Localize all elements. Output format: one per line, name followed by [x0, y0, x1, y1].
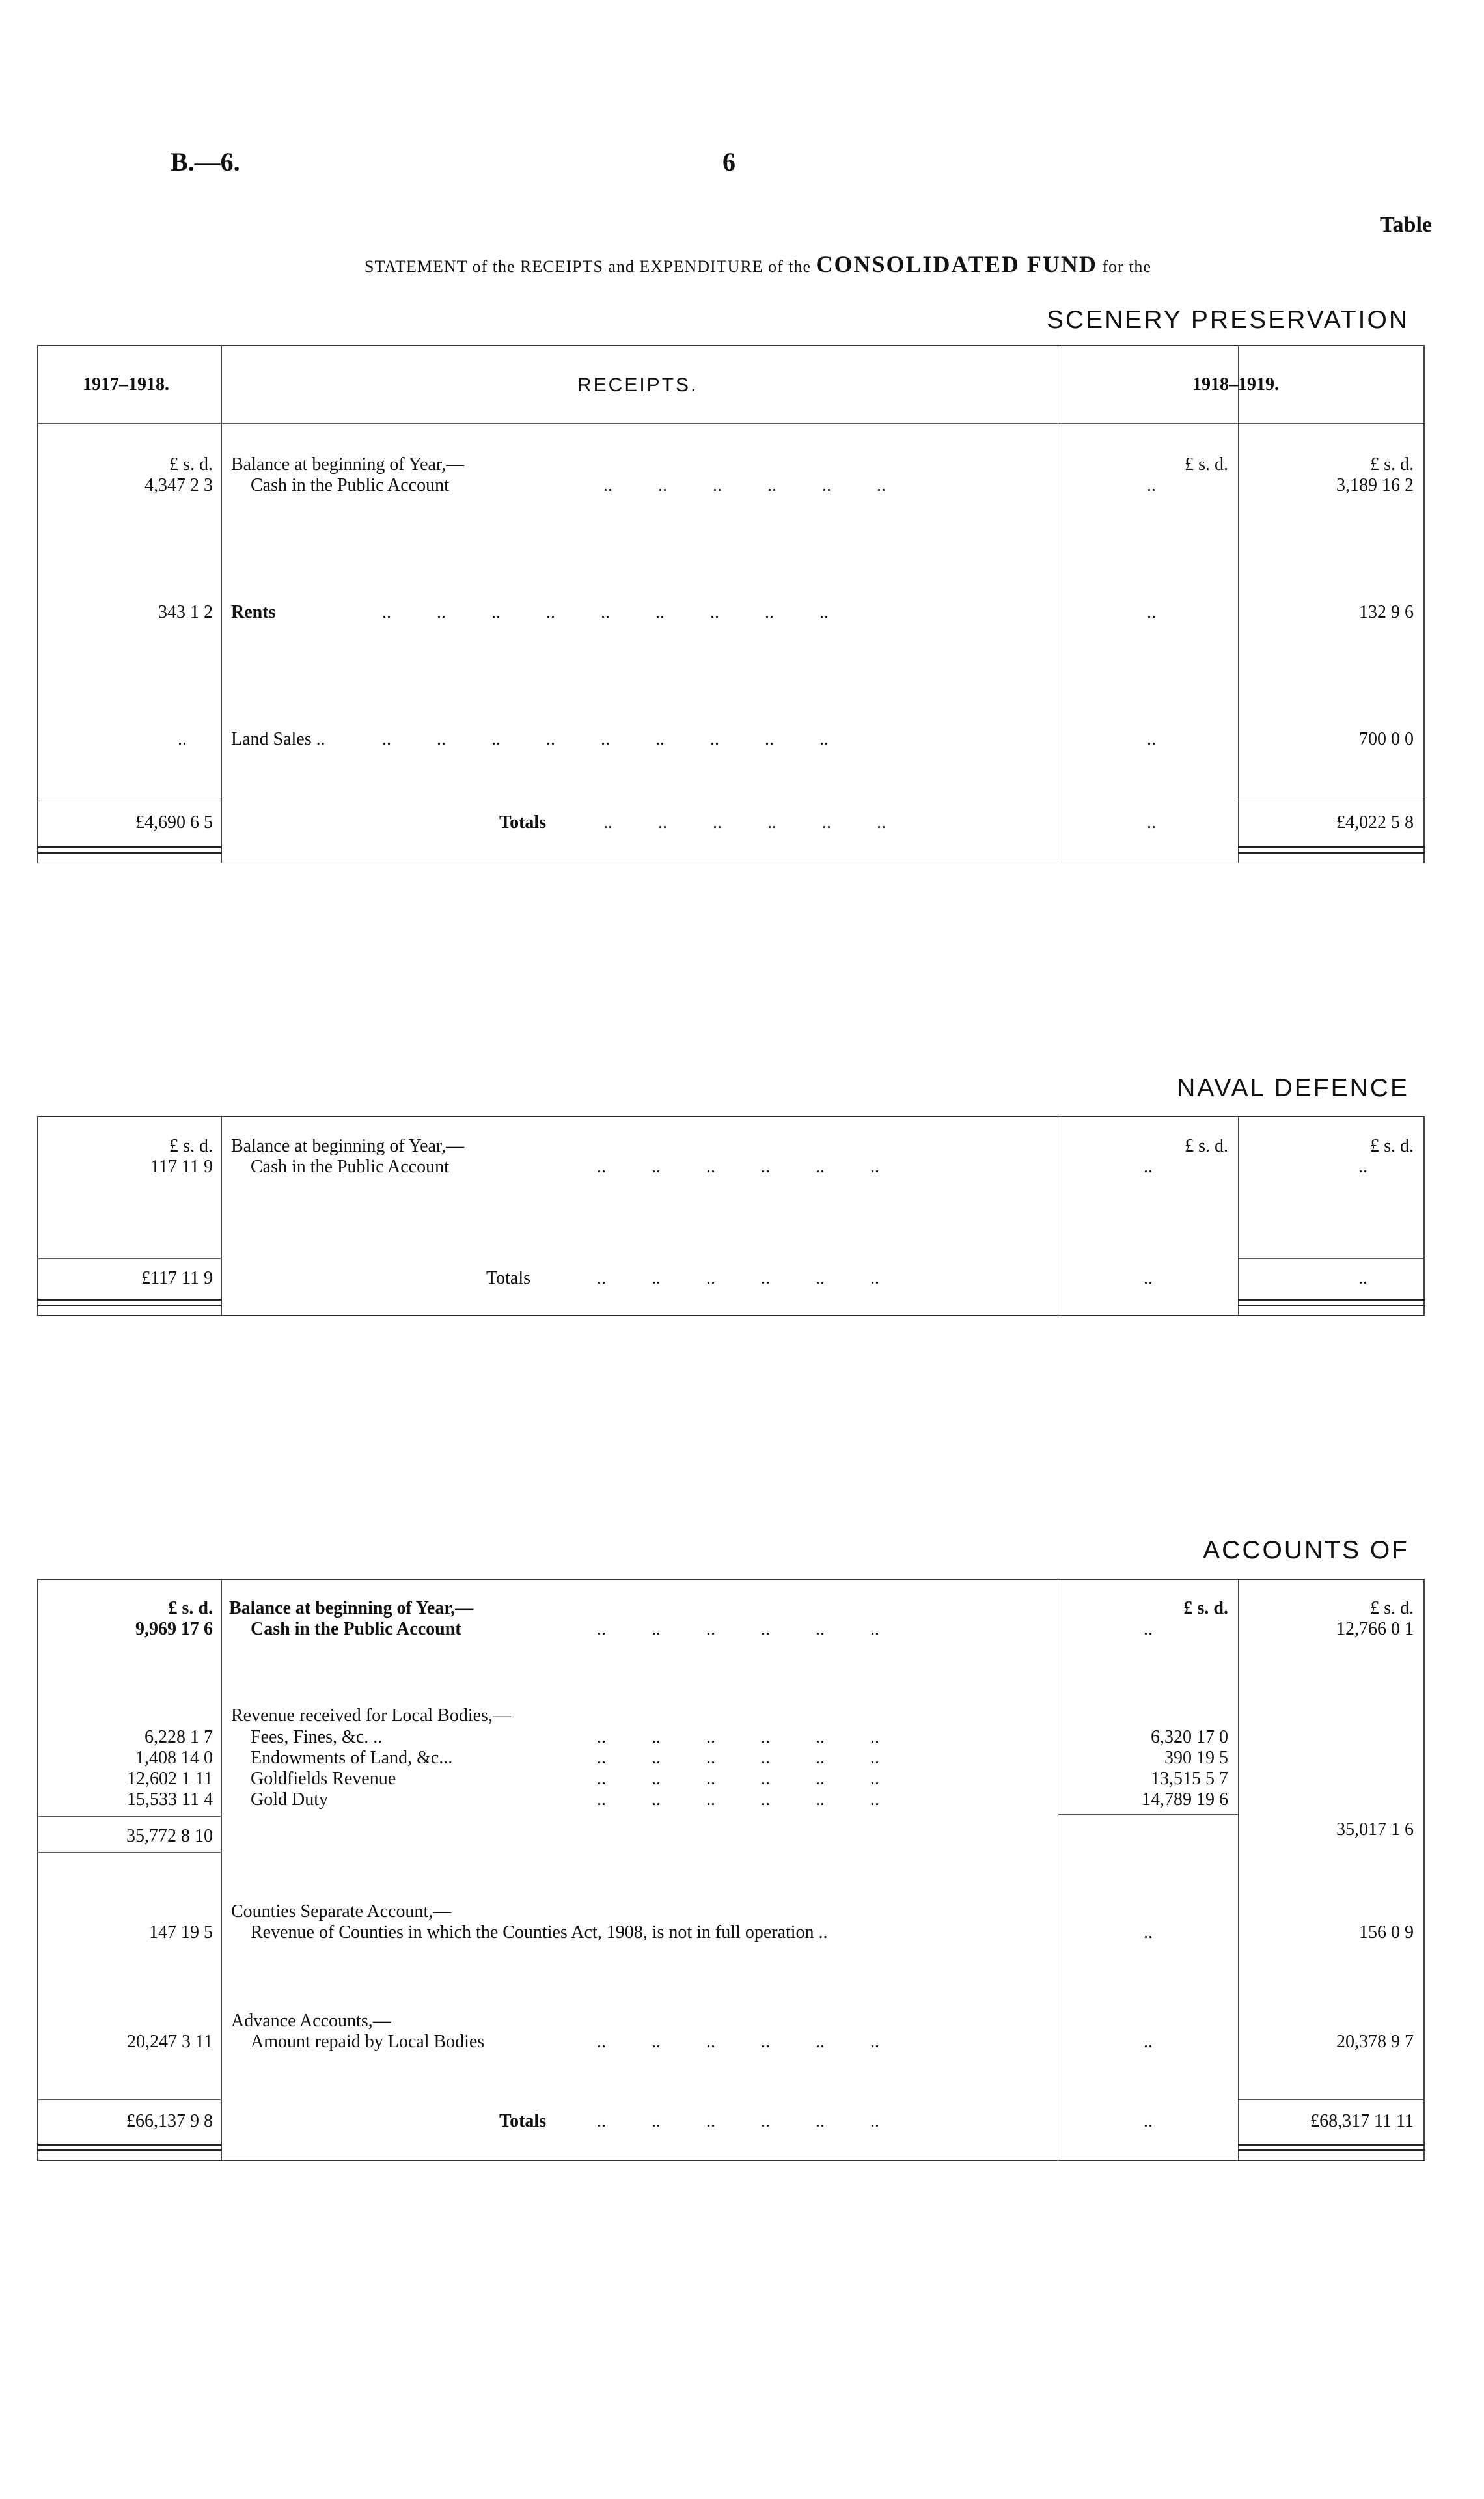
row-label: Balance at beginning of Year,— — [231, 1136, 465, 1156]
currency-header-mid: £ s. d. — [1185, 454, 1228, 475]
mid-amount: .. — [1144, 1268, 1153, 1288]
row-sublabel: Cash in the Public Account — [251, 475, 449, 495]
mid-amount: .. — [1144, 1619, 1153, 1639]
table-label: Table — [1379, 213, 1432, 237]
amount-this-year: 3,189 16 2 — [1336, 475, 1414, 495]
amount-this-year: 132 9 6 — [1359, 602, 1414, 622]
totals-label: Totals — [486, 1268, 531, 1288]
leader-dots: .. .. .. .. .. .. .. .. .. — [382, 729, 829, 749]
amount-this-year: .. — [1358, 1157, 1367, 1177]
amount-this-year: 12,766 0 1 — [1336, 1619, 1414, 1639]
currency-header-right: £ s. d. — [1370, 1598, 1414, 1618]
revenue-this-year: 14,789 19 6 — [1142, 1789, 1228, 1810]
amount-prev-year: 147 19 5 — [149, 1922, 213, 1942]
total-this-year: .. — [1358, 1268, 1367, 1288]
mid-amount: .. — [1144, 2111, 1153, 2131]
revenue-subtotal-prev-year: 35,772 8 10 — [126, 1826, 213, 1846]
leader-dots: .. .. .. .. .. .. — [597, 1268, 879, 1288]
mid-amount: .. — [1147, 602, 1156, 622]
revenue-prev-year: 6,228 1 7 — [144, 1727, 213, 1747]
revenue-prev-year: 12,602 1 11 — [127, 1769, 213, 1789]
total-prev-year: £117 11 9 — [141, 1268, 213, 1288]
amount-prev-year: 343 1 2 — [158, 602, 213, 622]
amount-prev-year: .. — [178, 729, 187, 749]
row-label: Advance Accounts,— — [231, 2011, 391, 2031]
mid-amount: .. — [1147, 729, 1156, 749]
currency-header-mid: £ s. d. — [1183, 1598, 1228, 1618]
naval-table — [37, 1116, 1425, 1318]
amount-this-year: 156 0 9 — [1359, 1922, 1414, 1942]
revenue-prev-year: 15,533 11 4 — [127, 1789, 213, 1810]
statement-suffix: for the — [1102, 257, 1151, 276]
row-label: Rents — [231, 602, 276, 622]
totals-label: Totals — [499, 812, 547, 833]
leader-dots: .. .. .. .. .. .. — [597, 1157, 879, 1177]
section-title-accounts: ACCOUNTS OF — [1203, 1536, 1409, 1564]
revenue-label: Fees, Fines, &c. .. — [251, 1727, 383, 1747]
currency-header-right: £ s. d. — [1370, 454, 1414, 475]
statement-fund: CONSOLIDATED FUND — [816, 251, 1097, 277]
totals-label: Totals — [499, 2111, 547, 2131]
amount-prev-year: 4,347 2 3 — [144, 475, 213, 495]
amount-prev-year: 117 11 9 — [150, 1157, 213, 1177]
revenue-this-year: 6,320 17 0 — [1151, 1727, 1228, 1747]
row-sublabel: Cash in the Public Account — [251, 1619, 461, 1639]
currency-header-left: £ s. d. — [168, 1598, 213, 1618]
total-prev-year: £66,137 9 8 — [126, 2111, 213, 2131]
amount-this-year: 20,378 9 7 — [1336, 2032, 1414, 2052]
revenue-label: Goldfields Revenue — [251, 1769, 396, 1789]
revenue-prev-year: 1,408 14 0 — [135, 1748, 213, 1768]
mid-amount: .. — [1147, 475, 1156, 495]
row-sublabel: Cash in the Public Account — [251, 1157, 449, 1177]
statement-heading — [364, 251, 1151, 278]
total-prev-year: £4,690 6 5 — [135, 812, 213, 833]
page-number: 6 — [722, 147, 735, 176]
amount-this-year: 700 0 0 — [1359, 729, 1414, 749]
currency-header-mid: £ s. d. — [1185, 1136, 1228, 1156]
row-label: Land Sales .. — [231, 729, 325, 749]
row-label: Balance at beginning of Year,— — [231, 454, 465, 475]
revenue-label: Gold Duty — [251, 1789, 328, 1810]
leader-dots: .. .. .. .. .. .. .. .. .. .. .. .. .. .. .. .. .. .. .. .. .. .. .. .. — [597, 1727, 879, 1810]
revenue-this-year: 390 19 5 — [1164, 1748, 1228, 1768]
accounts-table — [37, 1579, 1425, 2164]
amount-prev-year: 9,969 17 6 — [135, 1619, 213, 1639]
section-title-naval: NAVAL DEFENCE — [1177, 1074, 1409, 1102]
row-sublabel: Amount repaid by Local Bodies — [251, 2032, 485, 2052]
mid-amount: .. — [1144, 1157, 1153, 1177]
row-sublabel: Revenue of Counties in which the Counties Act, 1908, is not in full operation .. — [251, 1922, 828, 1942]
revenue-subtotal-this-year: 35,017 1 6 — [1336, 1819, 1414, 1840]
total-this-year: £68,317 11 11 — [1310, 2111, 1414, 2131]
page-reference: B.—6. — [171, 147, 240, 176]
leader-dots: .. .. .. .. .. .. — [597, 2111, 879, 2131]
currency-header-right: £ s. d. — [1370, 1136, 1414, 1156]
leader-dots: .. .. .. .. .. .. — [603, 812, 886, 833]
revenue-label: Endowments of Land, &c... — [251, 1748, 453, 1768]
scenery-table — [37, 345, 1425, 866]
statement-prefix: STATEMENT of the RECEIPTS and EXPENDITURE of the — [364, 257, 811, 276]
receipts-header: RECEIPTS. — [577, 374, 698, 396]
leader-dots: .. .. .. .. .. .. — [597, 1619, 879, 1639]
row-label: Balance at beginning of Year,— — [229, 1598, 474, 1618]
currency-header-left: £ s. d. — [169, 454, 213, 475]
leader-dots: .. .. .. .. .. .. .. .. .. — [382, 602, 829, 622]
mid-amount: .. — [1144, 1922, 1153, 1942]
year-header-right: 1918–1919. — [1192, 374, 1279, 394]
leader-dots: .. .. .. .. .. .. — [603, 475, 886, 495]
section-title-scenery: SCENERY PRESERVATION — [1046, 306, 1409, 334]
leader-dots: .. .. .. .. .. .. — [597, 2032, 879, 2052]
mid-amount: .. — [1144, 2032, 1153, 2052]
revenue-this-year: 13,515 5 7 — [1151, 1769, 1228, 1789]
revenue-heading: Revenue received for Local Bodies,— — [231, 1705, 511, 1726]
currency-header-left: £ s. d. — [169, 1136, 213, 1156]
mid-amount: .. — [1147, 812, 1156, 833]
amount-prev-year: 20,247 3 11 — [127, 2032, 213, 2052]
row-label: Counties Separate Account,— — [231, 1901, 452, 1922]
year-header-left: 1917–1918. — [83, 374, 169, 394]
total-this-year: £4,022 5 8 — [1336, 812, 1414, 833]
